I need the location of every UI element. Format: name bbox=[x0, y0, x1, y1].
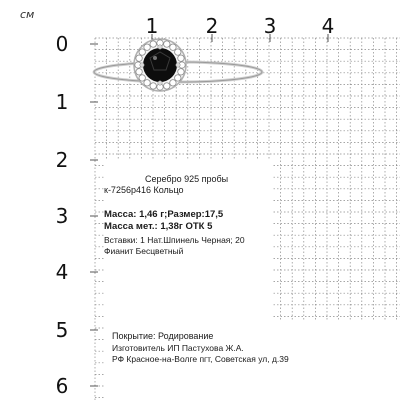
ruler-h-1: 1 bbox=[145, 14, 159, 38]
ruler-h-4: 4 bbox=[321, 14, 335, 38]
cz-stone bbox=[170, 44, 176, 50]
cz-stone bbox=[150, 83, 156, 89]
cz-stone bbox=[175, 49, 181, 55]
cz-stone bbox=[144, 44, 150, 50]
cz-stone bbox=[136, 55, 142, 61]
ruler-h-3: 3 bbox=[263, 14, 277, 38]
ruler-v-6: 6 bbox=[55, 374, 69, 398]
ruler-v-5: 5 bbox=[55, 318, 69, 342]
cz-stone bbox=[178, 55, 184, 61]
tag-inserts: Вставки: 1 Нат.Шпинель Черная; 20 bbox=[104, 235, 245, 245]
tag-metal-mass: Масса мет.: 1,38г ОТК 5 bbox=[104, 221, 213, 232]
cz-stone bbox=[139, 49, 145, 55]
cz-stone bbox=[136, 69, 142, 75]
ruler-v-4: 4 bbox=[55, 260, 69, 284]
ruler-h-2: 2 bbox=[205, 14, 219, 38]
black-spinel-stone bbox=[143, 48, 177, 82]
cz-stone bbox=[144, 80, 150, 86]
ruler-v-3: 3 bbox=[55, 204, 69, 228]
cz-stone bbox=[150, 41, 156, 47]
tag-manufacturer: Изготовитель ИП Пастухова Ж.А. bbox=[112, 343, 244, 353]
tag-metal: Серебро 925 пробы bbox=[145, 174, 229, 184]
tag-inserts-2: Фианит Бесцветный bbox=[104, 246, 184, 256]
ruler-v-0: 0 bbox=[55, 32, 69, 56]
ruler-v-1: 1 bbox=[55, 90, 69, 114]
cz-stone bbox=[164, 41, 170, 47]
cz-stone bbox=[170, 80, 176, 86]
ruler-v-2: 2 bbox=[55, 148, 69, 172]
tag-article: к-7256р416 Кольцо bbox=[104, 185, 184, 195]
tag-address: РФ Красное-на-Волге пгт, Советская ул, д.39 bbox=[112, 354, 289, 364]
cz-stone bbox=[175, 75, 181, 81]
cz-stone bbox=[178, 69, 184, 75]
ruler-unit-label: см bbox=[20, 8, 35, 21]
cz-stone bbox=[139, 75, 145, 81]
cz-stone bbox=[164, 83, 170, 89]
tag-mass-size: Масса: 1,46 г;Размер:17,5 bbox=[104, 209, 224, 220]
tag-coating: Покрытие: Родирование bbox=[112, 331, 214, 341]
